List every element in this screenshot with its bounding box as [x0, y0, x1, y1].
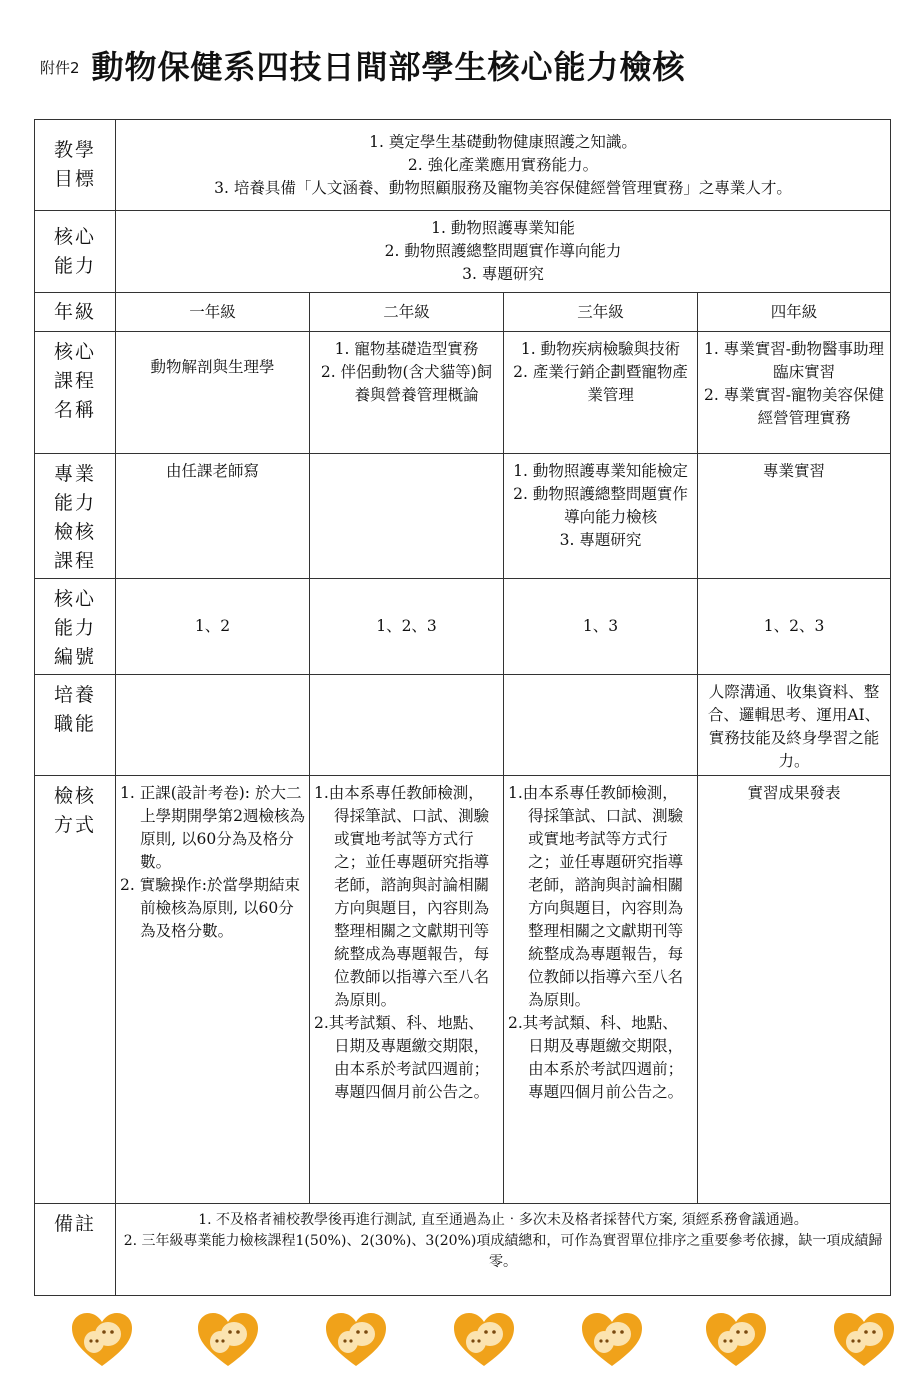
heart-pet-icon: [324, 1312, 388, 1368]
method-y1: [116, 776, 310, 1204]
method-y3-2: 2.其考試類、科、地點、日期及專題繳交期限，由本系於考試四週前；專題四個月前公告之。: [508, 1014, 684, 1101]
exam-course-y3-3: 3. 專題研究: [559, 531, 642, 549]
note-line-1: 1. 不及格者補校教學後再進行測試, 直至通過為止‧多次未及格者採替代方案, 須經系務會議通過。: [198, 1212, 808, 1228]
course-y3-2: 2. 產業行銷企劃暨寵物產業管理: [513, 363, 688, 404]
exam-course-y4: 專業實習: [698, 454, 891, 579]
label-core-courses: [35, 332, 116, 454]
skills-y4: 人際溝通、收集資料、整合、邏輯思考、運用AI、實務技能及終身學習之能力。: [698, 675, 891, 776]
core-ids-y2: 1、2、3: [310, 579, 504, 675]
document-header: [40, 40, 686, 90]
label-text: 核心 課程 名稱: [53, 341, 96, 421]
method-y2: [310, 776, 504, 1204]
core-ids-y4: 1、2、3: [698, 579, 891, 675]
skills-y2: [310, 675, 504, 776]
heart-pet-icon: [580, 1312, 644, 1368]
label-text: 檢核 方式: [53, 785, 96, 836]
row-teaching-goals: [35, 120, 891, 211]
footer-logo-strip: [0, 1312, 924, 1372]
method-y3-1: 1.由本系專任教師檢測，得採筆試、口試、測驗或實地考試等方式行之；並任專題研究指導老師，諮詢與討論相關方向與題目，內容則為整理相關之文獻期刊等統整成為專題報告，每位教師以指導六至八名為原則。: [508, 784, 684, 1009]
core-abilities-cell: [116, 211, 891, 293]
skills-y1: [116, 675, 310, 776]
goal-line-1: 1. 奠定學生基礎動物健康照護之知識。: [369, 132, 637, 151]
row-core-courses: [35, 332, 891, 454]
method-y3: [504, 776, 698, 1204]
attachment-label: 附件2: [40, 58, 80, 77]
course-y2-1: 1. 寵物基礎造型實務: [334, 340, 479, 358]
goal-line-2: 2. 強化產業應用實務能力。: [407, 155, 599, 174]
goal-line-3: 3. 培養具備「人文涵養、動物照顧服務及寵物美容保健經營管理實務」之專業人才。: [214, 178, 792, 197]
label-text: 專業 能力 檢核 課程: [53, 463, 96, 572]
exam-course-y3-1: 1. 動物照護專業知能檢定: [513, 462, 688, 480]
label-text: 核心 能力: [53, 225, 96, 277]
exam-course-y1: 由任課老師寫: [116, 454, 310, 579]
heart-pet-icon: [70, 1312, 134, 1368]
label-text: 培養 職能: [53, 684, 96, 735]
course-y2: [310, 332, 504, 454]
exam-course-y3: [504, 454, 698, 579]
core-line-1: 1. 動物照護專業知能: [431, 219, 575, 237]
course-y1: 動物解剖與生理學: [116, 332, 310, 454]
row-exam-courses: [35, 454, 891, 579]
exam-course-y3-2: 2. 動物照護總整問題實作導向能力檢核: [513, 485, 688, 526]
label-notes: 備註: [35, 1204, 116, 1296]
core-line-3: 3. 專題研究: [462, 265, 544, 283]
method-y1-1: 1. 正課(設計考卷): 於大二上學期開學第2週檢核為原則, 以60分為及格分數。: [120, 784, 306, 871]
row-grade: [35, 293, 891, 332]
method-y2-2: 2.其考試類、科、地點、日期及專題繳交期限，由本系於考試四週前；專題四個月前公告之。: [314, 1014, 490, 1101]
course-y4-2: 2. 專業實習-寵物美容保健經營管理實務: [704, 386, 884, 427]
label-teaching-goals: [35, 120, 116, 211]
row-method: [35, 776, 891, 1204]
course-y4-1: 1. 專業實習-動物醫事助理臨床實習: [704, 340, 884, 381]
course-y2-2: 2. 伴侶動物(含犬貓等)飼養與營養管理概論: [320, 363, 493, 404]
course-y3-1: 1. 動物疾病檢驗與技術: [520, 340, 681, 358]
notes-cell: [116, 1204, 891, 1296]
label-skills: [35, 675, 116, 776]
row-core-abilities: [35, 211, 891, 293]
method-y2-1: 1.由本系專任教師檢測，得採筆試、口試、測驗或實地考試等方式行之；並任專題研究指導老師，諮詢與討論相關方向與題目，內容則為整理相關之文獻期刊等統整成為專題報告，每位教師以指導六至八名為原則。: [314, 784, 490, 1009]
core-competency-table: [34, 119, 891, 1296]
label-core-ids: [35, 579, 116, 675]
row-skills: [35, 675, 891, 776]
label-text: 核心 能力 編號: [53, 588, 96, 668]
note-line-2: 2. 三年級專業能力檢核課程1(50%)、2(30%)、3(20%)項成績總和，可作為實習單位排序之重要參考依據，缺一項成績歸零。: [123, 1233, 883, 1270]
heart-pet-icon: [452, 1312, 516, 1368]
exam-course-y2: [310, 454, 504, 579]
row-notes: [35, 1204, 891, 1296]
core-line-2: 2. 動物照護總整問題實作導向能力: [384, 242, 622, 260]
heart-pet-icon: [196, 1312, 260, 1368]
course-y4: [698, 332, 891, 454]
grade-3: 三年級: [504, 293, 698, 332]
label-core-abilities: [35, 211, 116, 293]
heart-pet-icon: [832, 1312, 896, 1368]
method-y1-2: 2. 實驗操作:於當學期結束前檢核為原則, 以60分為及格分數。: [120, 876, 300, 940]
label-grade: 年級: [35, 293, 116, 332]
label-text: 教學 目標: [53, 139, 96, 190]
method-y4: 實習成果發表: [698, 776, 891, 1204]
heart-pet-icon: [704, 1312, 768, 1368]
core-ids-y3: 1、3: [504, 579, 698, 675]
core-ids-y1: 1、2: [116, 579, 310, 675]
page-title: 動物保健系四技日間部學生核心能力檢核: [91, 48, 686, 86]
course-y3: [504, 332, 698, 454]
skills-y3: [504, 675, 698, 776]
grade-1: 一年級: [116, 293, 310, 332]
teaching-goals-cell: [116, 120, 891, 211]
grade-2: 二年級: [310, 293, 504, 332]
label-exam-courses: [35, 454, 116, 579]
row-core-ids: [35, 579, 891, 675]
label-method: [35, 776, 116, 1204]
grade-4: 四年級: [698, 293, 891, 332]
